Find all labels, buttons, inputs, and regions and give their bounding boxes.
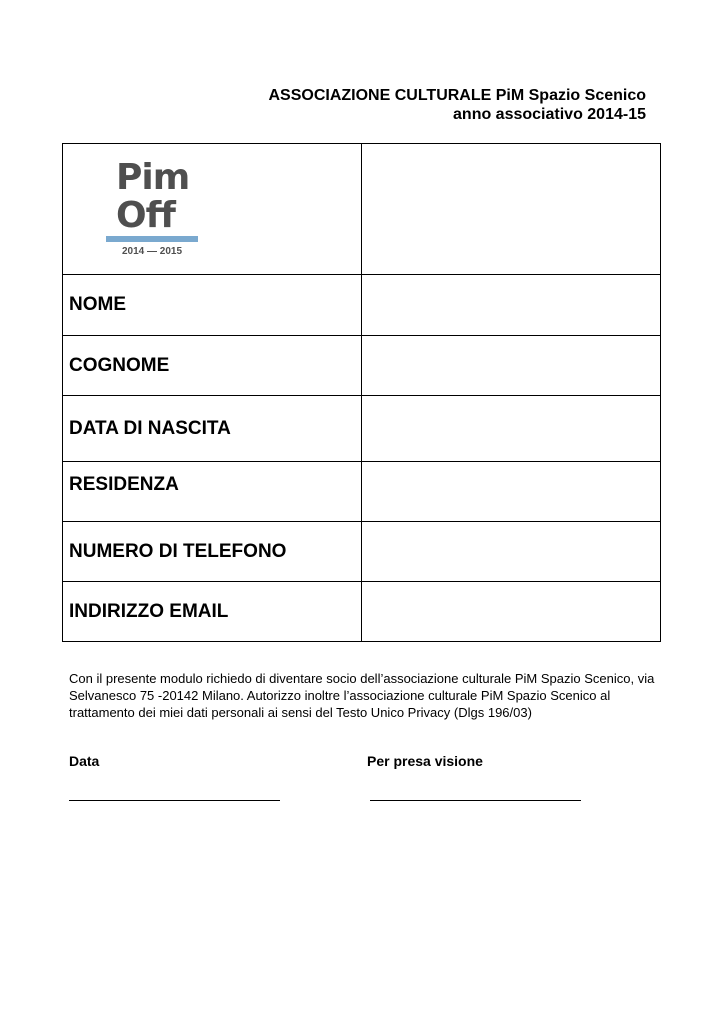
logo-text-pim: Pim	[116, 157, 190, 198]
field-label-nome: NOME	[63, 275, 362, 336]
field-label-email: INDIRIZZO EMAIL	[63, 582, 362, 642]
field-value-telefono[interactable]	[362, 522, 661, 582]
date-label: Data	[69, 753, 100, 769]
association-year: anno associativo 2014-15	[453, 106, 646, 123]
association-name: ASSOCIAZIONE CULTURALE PiM Spazio Scenico	[268, 87, 646, 104]
form-row-residenza	[63, 462, 661, 522]
logo-years: 2014 — 2015	[121, 246, 183, 257]
field-value-data-nascita[interactable]	[362, 396, 661, 462]
document-header	[268, 86, 646, 124]
form-row-data-nascita	[63, 396, 661, 462]
pim-off-logo	[63, 144, 241, 274]
form-row-email	[63, 582, 661, 642]
field-label-telefono: NUMERO DI TELEFONO	[63, 522, 362, 582]
membership-form-table	[62, 143, 661, 642]
form-row-telefono	[63, 522, 661, 582]
logo-text-off: Off	[116, 195, 175, 236]
field-label-cognome: COGNOME	[63, 336, 362, 396]
logo-cell	[63, 144, 362, 275]
form-row-cognome	[63, 336, 661, 396]
header-blank-cell	[362, 144, 661, 275]
vision-label: Per presa visione	[367, 753, 483, 769]
date-signature-line[interactable]	[69, 800, 280, 801]
privacy-consent-text: Con il presente modulo richiedo di diventare socio dell’associazione culturale PiM Spazio Scenico, via Selvanesco 75 -20142 Milano. Autorizzo inoltre l’associazione culturale PiM Spazio Scenico al trattamento dei miei dati personali ai sensi del Testo Unico Privacy (Dlgs 196/03)	[69, 671, 655, 720]
field-value-email[interactable]	[362, 582, 661, 642]
field-value-cognome[interactable]	[362, 336, 661, 396]
field-label-residenza: RESIDENZA	[63, 462, 362, 522]
field-value-residenza[interactable]	[362, 462, 661, 522]
field-value-nome[interactable]	[362, 275, 661, 336]
field-label-data-nascita: DATA DI NASCITA	[63, 396, 362, 462]
vision-signature-line[interactable]	[370, 800, 581, 801]
logo-bar	[106, 236, 198, 242]
form-row-nome	[63, 275, 661, 336]
